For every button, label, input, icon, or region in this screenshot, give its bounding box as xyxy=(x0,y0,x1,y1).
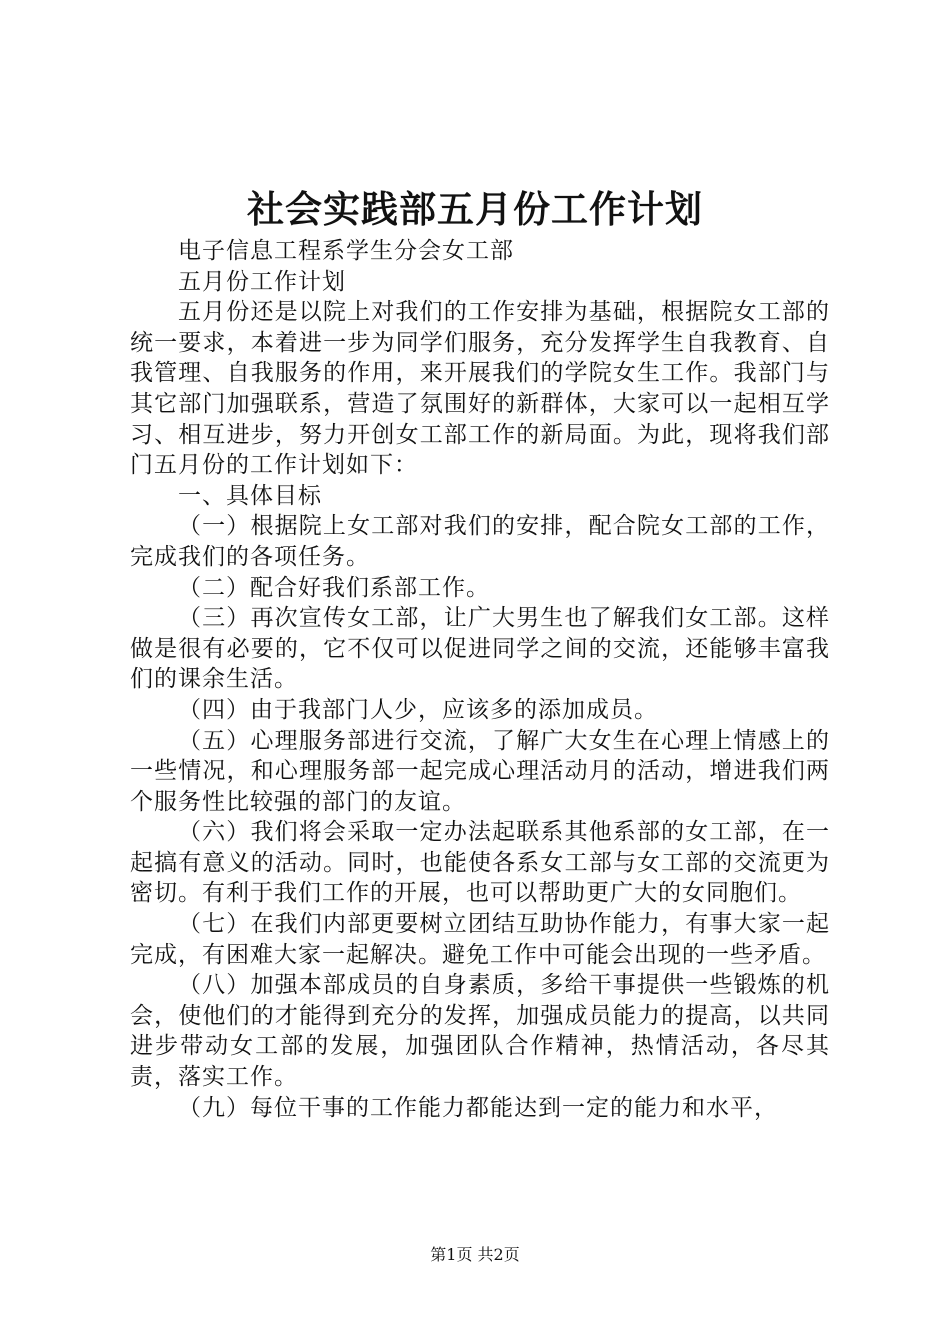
goal-item-1: （一）根据院上女工部对我们的安排，配合院女工部的工作，完成我们的各项任务。 xyxy=(130,513,830,570)
paragraph-subtitle: 五月份工作计划 xyxy=(178,268,346,295)
goal-item-8: （八）加强本部成员的自身素质，多给干事提供一些锻炼的机会，使他们的才能得到充分的发挥，加强成员能力的提高，以共同进步带动女工部的发展，加强团队合作精神，热情活动，各尽其责，落实工作。 xyxy=(130,972,830,1091)
goal-item-7: （七）在我们内部更要树立团结互助协作能力，有事大家一起完成，有困难大家一起解决。避免工作中可能会出现的一些矛盾。 xyxy=(130,911,830,968)
goal-item-6: （六）我们将会采取一定办法起联系其他系部的女工部，在一起搞有意义的活动。同时，也能使各系女工部与女工部的交流更为密切。有利于我们工作的开展，也可以帮助更广大的女同胞们。 xyxy=(130,819,830,907)
section-heading: 一、具体目标 xyxy=(178,482,322,509)
paragraph-department: 电子信息工程系学生分会女工部 xyxy=(178,238,514,264)
goal-item-9: （九）每位干事的工作能力都能达到一定的能力和水平， xyxy=(178,1094,778,1121)
document-title: 社会实践部五月份工作计划 xyxy=(247,187,703,231)
paragraph-intro: 五月份还是以院上对我们的工作安排为基础，根据院女工部的统一要求，本着进一步为同学们服务，充分发挥学生自我教育、自我管理、自我服务的作用，来开展我们的学院女生工作。我部门与其它部门加强联系，营造了氛围好的新群体，大家可以一起相互学习、相互进步，努力开创女工部工作的新局面。为此，现将我们部门五月份的工作计划如下： xyxy=(130,299,830,479)
goal-item-2: （二）配合好我们系部工作。 xyxy=(178,574,490,601)
goal-item-5: （五）心理服务部进行交流，了解广大女生在心理上情感上的一些情况，和心理服务部一起完成心理活动月的活动，增进我们两个服务性比较强的部门的友谊。 xyxy=(130,727,830,815)
document-body xyxy=(130,236,830,1123)
goal-item-4: （四）由于我部门人少，应该多的添加成员。 xyxy=(178,696,658,723)
page-footer: 第1页 共2页 xyxy=(430,1245,520,1264)
goal-item-3: （三）再次宣传女工部，让广大男生也了解我们女工部。这样做是很有必要的，它不仅可以促进同学之间的交流，还能够丰富我们的课余生活。 xyxy=(130,605,830,693)
